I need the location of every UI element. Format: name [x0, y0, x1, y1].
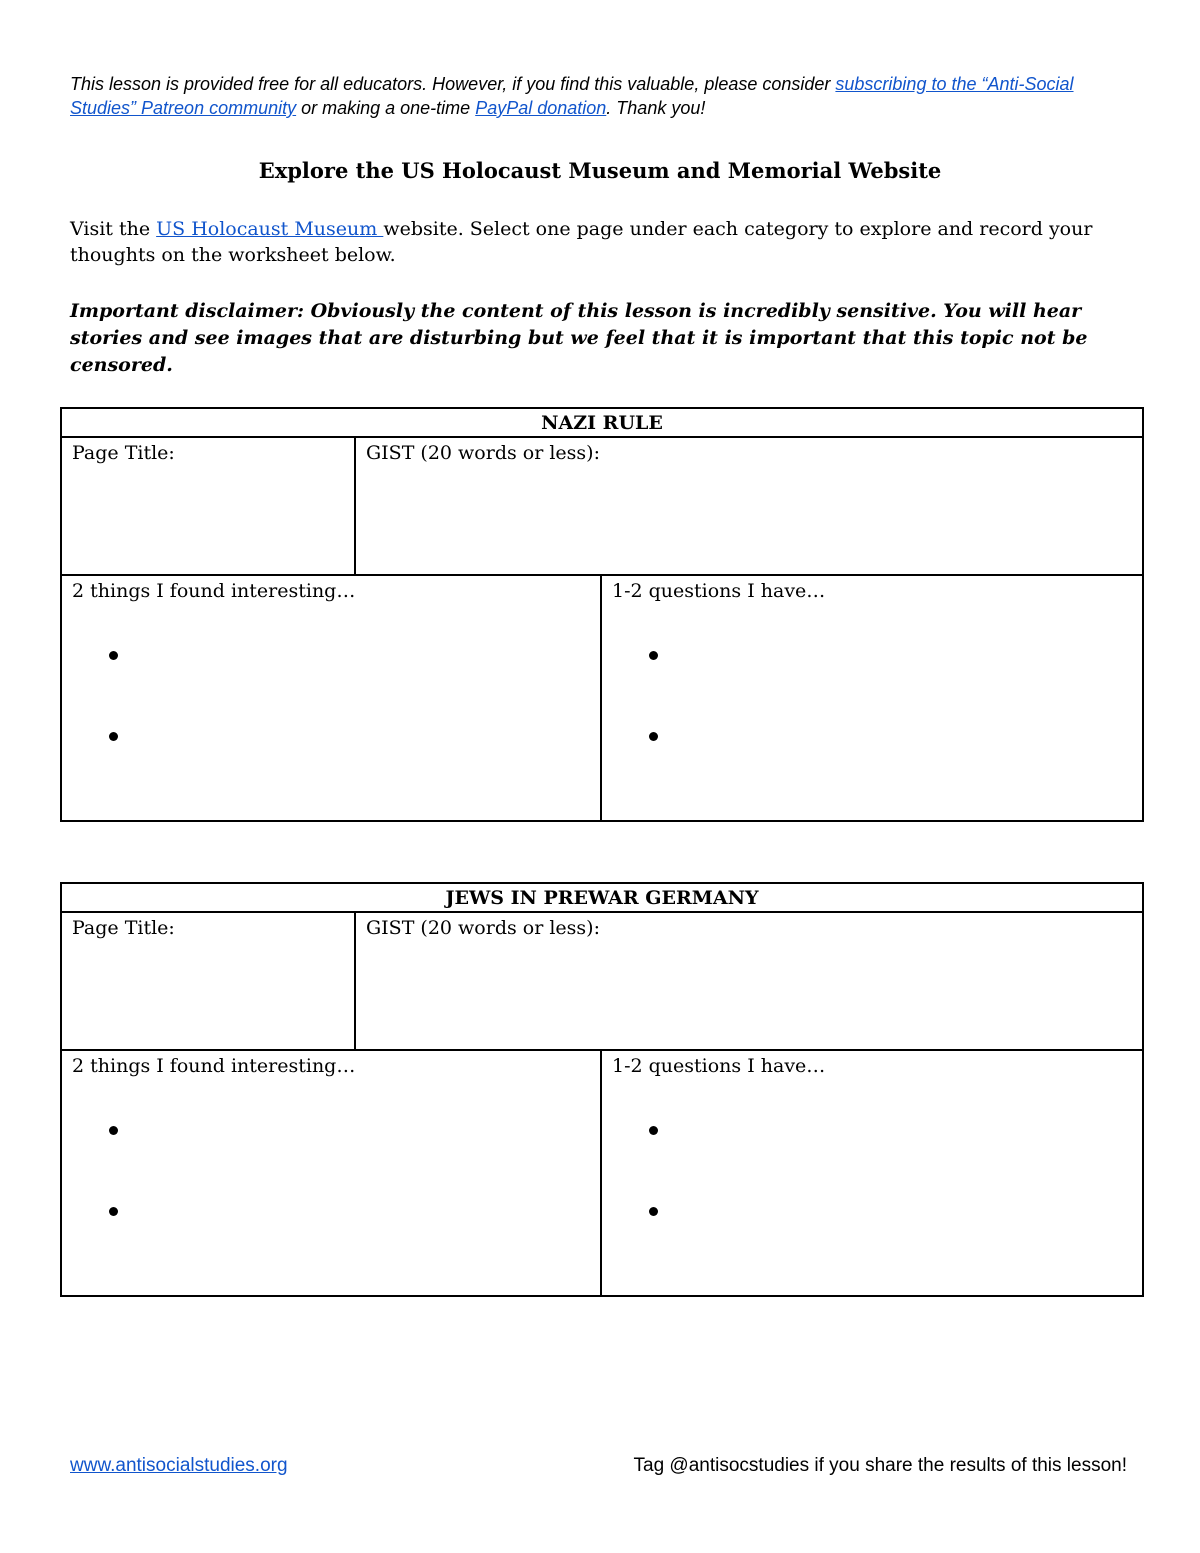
- bullet-item[interactable]: [62, 685, 600, 766]
- intro-text-middle: or making a one-time: [296, 98, 476, 118]
- museum-link[interactable]: US Holocaust Museum: [156, 218, 384, 240]
- visit-text-before: Visit the: [70, 218, 157, 240]
- visit-text-after: website. Select one page under each category to explore and record your thoughts on the worksheet below.: [70, 218, 1093, 266]
- page-title-label: Page Title:: [72, 917, 175, 939]
- questions-bullets: [602, 1079, 1142, 1241]
- bullet-icon: [649, 651, 658, 660]
- interesting-label: 2 things I found interesting…: [72, 1055, 356, 1077]
- intro-text-after: . Thank you!: [606, 98, 706, 118]
- bullet-item[interactable]: [602, 604, 1142, 685]
- page-title-label: Page Title:: [72, 442, 175, 464]
- gist-cell[interactable]: [355, 437, 1143, 575]
- intro-text-before: This lesson is provided free for all educators. However, if you find this valuable, please consider: [70, 74, 836, 94]
- worksheet-table-jews-prewar-germany: [60, 882, 1144, 1297]
- questions-label: 1-2 questions I have…: [612, 1055, 826, 1077]
- interesting-bullets: [62, 604, 600, 766]
- visit-instructions: [70, 216, 1130, 268]
- website-link[interactable]: www.antisocialstudies.org: [70, 1455, 288, 1476]
- questions-label: 1-2 questions I have…: [612, 580, 826, 602]
- intro-paragraph: [70, 72, 1110, 120]
- questions-cell[interactable]: [601, 1050, 1143, 1296]
- questions-cell[interactable]: [601, 575, 1143, 821]
- gist-label: GIST (20 words or less):: [366, 917, 600, 939]
- bullet-item[interactable]: [62, 604, 600, 685]
- questions-bullets: [602, 604, 1142, 766]
- gist-cell[interactable]: [355, 912, 1143, 1050]
- bullet-item[interactable]: [62, 1160, 600, 1241]
- interesting-cell[interactable]: [61, 575, 601, 821]
- patreon-link[interactable]: subscribing to the “Anti-Social Studies” Patreon community: [70, 74, 1074, 118]
- paypal-link[interactable]: PayPal donation: [475, 98, 607, 118]
- bullet-item[interactable]: [602, 1079, 1142, 1160]
- interesting-bullets: [62, 1079, 600, 1241]
- worksheet-table-nazi-rule: [60, 407, 1144, 822]
- page-title-cell[interactable]: [61, 437, 355, 575]
- bullet-item[interactable]: [62, 1079, 600, 1160]
- bullet-icon: [649, 1207, 658, 1216]
- disclaimer: Important disclaimer: Obviously the content of this lesson is incredibly sensitive. You will hear stories and see images that are disturbing but we feel that it is important that this topic not be censored.: [70, 300, 1088, 376]
- bullet-icon: [649, 1126, 658, 1135]
- bullet-icon: [109, 732, 118, 741]
- section-heading: NAZI RULE: [61, 408, 1143, 437]
- bullet-item[interactable]: [602, 685, 1142, 766]
- page-title: Explore the US Holocaust Museum and Memorial Website: [258, 158, 942, 183]
- interesting-cell[interactable]: [61, 1050, 601, 1296]
- bullet-item[interactable]: [602, 1160, 1142, 1241]
- interesting-label: 2 things I found interesting…: [72, 580, 356, 602]
- bullet-icon: [649, 732, 658, 741]
- bullet-icon: [109, 1126, 118, 1135]
- bullet-icon: [109, 651, 118, 660]
- section-heading: JEWS IN PREWAR GERMANY: [61, 883, 1143, 912]
- gist-label: GIST (20 words or less):: [366, 442, 600, 464]
- page-title-cell[interactable]: [61, 912, 355, 1050]
- footer-tag-text: Tag @antisocstudies if you share the results of this lesson!: [633, 1455, 1127, 1476]
- bullet-icon: [109, 1207, 118, 1216]
